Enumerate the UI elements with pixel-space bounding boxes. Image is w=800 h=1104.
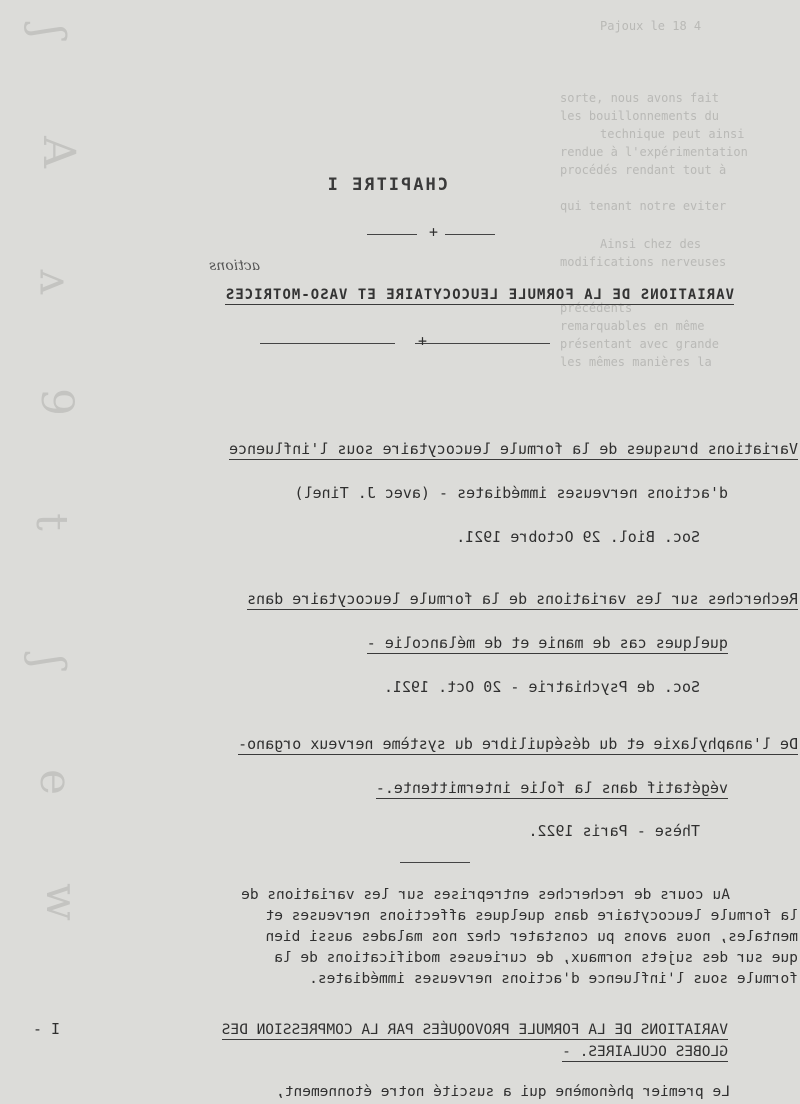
margin-glyph: w	[35, 883, 87, 921]
bleed-line: précédents	[560, 301, 633, 315]
publication-title	[238, 735, 798, 753]
paragraph-line: formule sous l'influence d'actions nerveuses immédiates.	[309, 971, 798, 987]
bleed-line: Pajoux le 18 4	[600, 19, 702, 33]
section-heading	[222, 1020, 728, 1041]
separator-rule	[260, 343, 395, 344]
publication-line: quelques cas de manie et de mélancolie -	[366, 634, 728, 652]
section-heading-line: GLOBES OCULAIRES. -	[562, 1044, 728, 1060]
paragraph-line: que sur des sujets normaux, de curieuses modifications de la	[274, 950, 798, 966]
chapter-heading: CHAPITRE I	[325, 175, 448, 195]
bleed-line: Ainsi chez des	[600, 237, 702, 251]
publication-line: d'actions nerveuses immédiates - (avec J. Tinel)	[294, 484, 728, 502]
publication-line: Variations brusques de la formule leucocytaire sous l'influence	[229, 440, 798, 458]
publication-line: Recherches sur les variations de la formule leucocytaire dans	[247, 590, 798, 608]
separator-rule	[415, 343, 550, 344]
publication-title	[376, 779, 728, 797]
separator-rule	[445, 234, 495, 235]
margin-glyph: e	[30, 768, 82, 796]
bleed-line: présentant avec grande	[560, 337, 719, 351]
publication-citation: Soc. de Psychiatrie - 20 Oct. 1921.	[383, 678, 700, 696]
bleed-line: technique peut ainsi	[600, 127, 745, 141]
bleed-line: remarquables en même	[560, 319, 705, 333]
chapter-title-text: VARIATIONS DE LA FORMULE LEUCOCYTAIRE ET VASO-MOTRICES	[224, 287, 734, 303]
paragraph-line: la formule leucocytaire dans quelques affections nerveuses et	[265, 908, 798, 924]
bleed-line: les mêmes manières la	[560, 355, 712, 369]
publication-citation: Thèse - Paris 1922.	[528, 822, 700, 840]
section-heading-line: VARIATIONS DE LA FORMULE PROVOQUÉES PAR LA COMPRESSION DES	[221, 1022, 728, 1038]
publication-title	[247, 590, 798, 608]
handwritten-annotation: actions	[209, 258, 260, 274]
separator-rule	[367, 234, 417, 235]
publication-line: De l'anaphylaxie et du déséquilibre du système nerveux organo-	[238, 735, 798, 753]
separator-cross: +	[428, 223, 438, 241]
publication-title	[367, 634, 728, 652]
section-number: I -	[32, 1020, 60, 1038]
paragraph-line: mentales, nous avons pu constater chez nos malades aussi bien	[265, 929, 798, 945]
margin-glyph: A	[32, 136, 84, 168]
section-heading	[562, 1042, 728, 1063]
chapter-title	[225, 287, 734, 303]
bleed-line: qui tenant notre eviter	[560, 199, 727, 213]
bleed-line: les bouillonnements du	[560, 109, 719, 123]
separator-cross: +	[417, 332, 427, 350]
margin-glyph: ʃ	[22, 26, 74, 38]
paragraph-line: Le premier phénomène qui a suscité notre étonnement,	[276, 1084, 730, 1100]
publication-line: végétatif dans la folie intermittente.-	[375, 779, 728, 797]
publication-citation: Soc. Biol. 29 Octobre 1921.	[456, 528, 700, 546]
bleed-line: rendue à l'expérimentation	[560, 145, 748, 159]
bleed-line: procédés rendant tout à	[560, 163, 727, 177]
margin-glyph: t	[25, 513, 77, 531]
section-divider	[400, 862, 470, 863]
margin-glyph: ʌ	[29, 269, 81, 295]
paragraph-line: Au cours de recherches entreprises sur les variations de	[241, 887, 730, 903]
publication-title	[229, 440, 798, 458]
bleed-line: sorte, nous avons fait	[560, 91, 719, 105]
margin-glyph: 9	[31, 388, 82, 416]
publication-title	[295, 484, 728, 502]
margin-glyph: ʃ	[22, 656, 74, 668]
bleed-line: modifications nerveuses	[560, 255, 727, 269]
